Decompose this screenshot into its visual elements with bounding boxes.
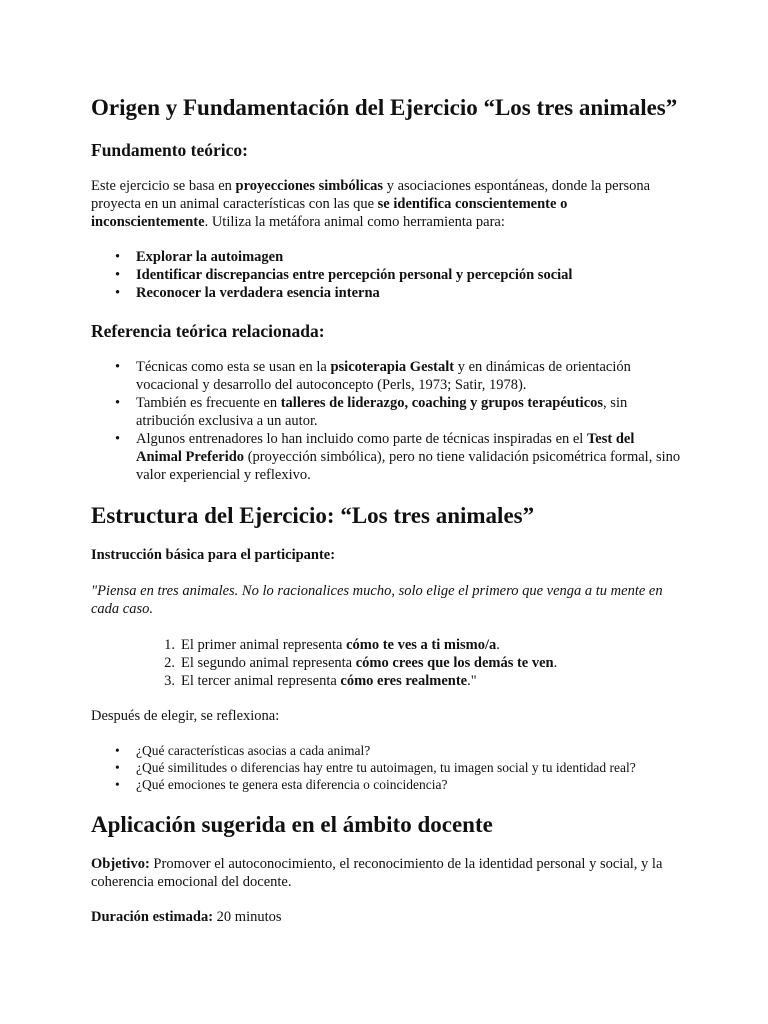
references-list (115, 358, 681, 484)
bullet-icon: • (115, 431, 121, 447)
objective-paragraph: Objetivo: Promover el autoconocimiento, el reconocimiento de la identidad personal y social, y la coherencia emocional del docente. (91, 856, 663, 890)
list-item: • ¿Qué similitudes o diferencias hay entre tu autoimagen, tu imagen social y tu identidad real? (115, 760, 636, 775)
bullet-icon: • (115, 760, 120, 775)
bullet-icon: • (115, 285, 121, 301)
instruction-quote: "Piensa en tres animales. No lo racionalices mucho, solo elige el primero que venga a tu mente en cada caso. (91, 583, 663, 617)
heading-instruccion-basica: Instrucción básica para el participante: (91, 547, 336, 563)
intro-paragraph: Este ejercicio se basa en proyecciones simbólicas y asociaciones espontáneas, donde la persona proyecta en un animal características con las que se identifica conscientemente o inconscientemente. Utiliza la metáfora animal como herramienta para: (91, 178, 651, 230)
section-title-estructura: Estructura del Ejercicio: “Los tres animales” (91, 503, 535, 528)
goals-list (115, 248, 676, 302)
list-item: • También es frecuente en talleres de liderazgo, coaching y grupos terapéuticos, sin atribución exclusiva a un autor. (115, 395, 628, 429)
steps-list (164, 636, 681, 690)
bullet-icon: • (115, 267, 121, 283)
list-item: 3. El tercer animal representa cómo eres realmente." (164, 673, 477, 689)
bullet-icon: • (115, 249, 121, 265)
duration-paragraph: Duración estimada: 20 minutos (91, 909, 282, 925)
heading-fundamento-teorico: Fundamento teórico: (91, 140, 248, 160)
list-item: 1. El primer animal representa cómo te ves a ti mismo/a. (164, 637, 500, 653)
heading-referencia-teorica: Referencia teórica relacionada: (91, 321, 325, 341)
list-item: • Identificar discrepancias entre percepción personal y percepción social (115, 267, 573, 283)
list-item: • Técnicas como esta se usan en la psicoterapia Gestalt y en dinámicas de orientación vocacional y desarrollo del autoconcepto (Perls, 1973; Satir, 1978). (115, 359, 631, 393)
section-title-origen: Origen y Fundamentación del Ejercicio “Los tres animales” (91, 95, 678, 120)
bullet-icon: • (115, 395, 121, 411)
list-item: • Explorar la autoimagen (115, 249, 284, 265)
list-item: • Algunos entrenadores lo han incluido como parte de técnicas inspiradas en el Test del Animal Preferido (proyección simbólica), pero no tiene validación psicométrica formal, sino valor experiencial y reflexivo. (115, 431, 681, 483)
list-item: • ¿Qué emociones te genera esta diferencia o coincidencia? (115, 777, 448, 792)
section-title-aplicacion: Aplicación sugerida en el ámbito docente (91, 812, 493, 837)
bullet-icon: • (115, 359, 121, 375)
questions-list (115, 742, 681, 793)
bullet-icon: • (115, 777, 120, 792)
list-item: 2. El segundo animal representa cómo crees que los demás te ven. (164, 655, 558, 671)
bullet-icon: • (115, 743, 120, 758)
list-item: • Reconocer la verdadera esencia interna (115, 285, 380, 301)
reflection-intro: Después de elegir, se reflexiona: (91, 708, 280, 724)
list-item: • ¿Qué características asocias a cada animal? (115, 743, 371, 758)
